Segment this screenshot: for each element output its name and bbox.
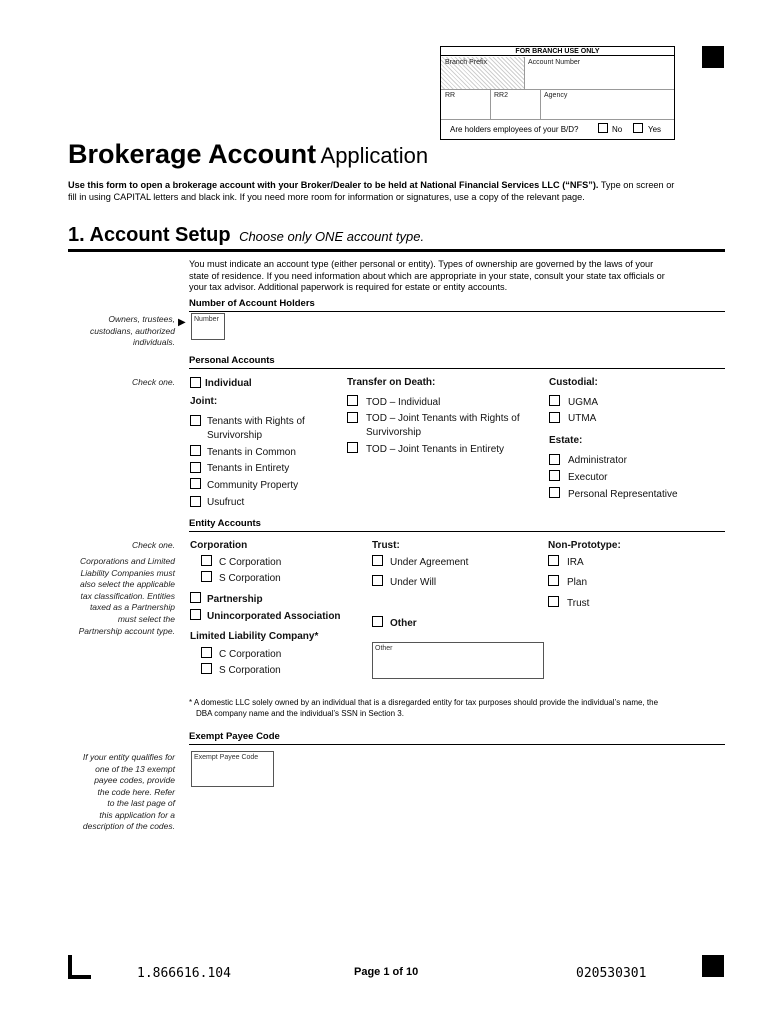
holders-divider	[189, 311, 725, 312]
entity-check-one: Check one.	[132, 540, 175, 550]
section-heading: 1. Account Setup Choose only ONE account type.	[68, 224, 425, 246]
ugma-label: UGMA	[568, 397, 598, 408]
plan-checkbox[interactable]	[548, 575, 559, 586]
ugma-checkbox[interactable]	[549, 395, 560, 406]
tod-joint-entirety-checkbox[interactable]	[347, 442, 358, 453]
document-code: 020530301	[576, 966, 647, 981]
corporation-header: Corporation	[190, 540, 248, 551]
trust-under-agreement-label: Under Agreement	[390, 557, 469, 568]
trust-under-will-checkbox[interactable]	[372, 575, 383, 586]
exempt-side-note: If your entity qualifies for one of the 13 exempt payee codes, provide the code here. Refer to the last page of this application for a description of the codes.	[82, 752, 175, 831]
survivorship-label: Survivorship	[207, 430, 263, 441]
plan-label: Plan	[567, 577, 588, 588]
ira-checkbox[interactable]	[548, 555, 559, 566]
rr2-field[interactable]: RR2	[491, 90, 541, 120]
other-checkbox[interactable]	[372, 616, 383, 627]
personal-representative-checkbox[interactable]	[549, 487, 560, 498]
entity-side-note: Corporations and Limited Liability Companies must also select the applicable tax classification. Entities taxed as a Partnership must select the Partnership account type.	[78, 556, 175, 636]
community-property-label: Community Property	[207, 480, 299, 491]
usufruct-checkbox[interactable]	[190, 496, 201, 507]
number-of-holders-field[interactable]: Number	[191, 313, 225, 340]
trust-under-agreement-checkbox[interactable]	[372, 555, 383, 566]
employees-yes-label: Yes	[648, 125, 662, 134]
corner-mark-horizontal	[68, 975, 91, 979]
llc-c-corporation-label: C Corporation	[219, 649, 282, 660]
ira-label: IRA	[567, 557, 584, 568]
non-prototype-header: Non-Prototype:	[548, 540, 621, 551]
tod-individual-checkbox[interactable]	[347, 395, 358, 406]
usufruct-label: Usufruct	[207, 497, 245, 508]
exempt-payee-header: Exempt Payee Code	[189, 731, 280, 742]
llc-c-corporation-checkbox[interactable]	[201, 647, 212, 658]
tenants-rights-label: Tenants with Rights of	[207, 416, 305, 427]
intro-text: Use this form to open a brokerage account with your Broker/Dealer to be held at National Financial Services LLC (“NFS”). Type on screen or fill in using CAPITAL letters and black ink. If you need more room for information or signatures, use a copy of the relevant page.	[68, 180, 675, 202]
trust-under-will-label: Under Will	[390, 577, 437, 588]
tod-joint-rights-label: TOD – Joint Tenants with Rights of	[366, 413, 520, 424]
joint-label: Joint:	[190, 396, 218, 407]
llc-header: Limited Liability Company*	[190, 631, 319, 642]
individual-label: Individual	[205, 378, 252, 389]
employees-question: Are holders employees of your B/D?	[450, 125, 579, 134]
individual-checkbox[interactable]	[190, 377, 201, 388]
c-corporation-label: C Corporation	[219, 557, 282, 568]
administrator-checkbox[interactable]	[549, 454, 560, 465]
registration-mark-bottom	[702, 955, 724, 977]
branch-prefix-field[interactable]: Branch Prefix	[441, 57, 525, 90]
community-property-checkbox[interactable]	[190, 478, 201, 489]
executor-label: Executor	[568, 472, 608, 483]
llc-s-corporation-label: S Corporation	[219, 665, 281, 676]
unincorporated-association-label: Unincorporated Association	[207, 611, 341, 622]
tenants-in-common-label: Tenants in Common	[207, 447, 296, 458]
s-corporation-checkbox[interactable]	[201, 571, 212, 582]
utma-checkbox[interactable]	[549, 412, 560, 423]
rr-field[interactable]: RR	[441, 90, 491, 120]
tenants-in-entirety-checkbox[interactable]	[190, 462, 201, 473]
c-corporation-checkbox[interactable]	[201, 555, 212, 566]
page-title: Brokerage Account Application	[68, 139, 429, 169]
other-label: Other	[390, 618, 417, 629]
employees-no-label: No	[612, 125, 623, 134]
form-number: 1.866616.104	[137, 966, 231, 981]
employees-yes-checkbox[interactable]	[633, 123, 643, 133]
tod-header: Transfer on Death:	[347, 377, 436, 388]
section-rule	[68, 249, 725, 252]
page-number: Page 1 of 10	[354, 966, 419, 978]
executor-checkbox[interactable]	[549, 470, 560, 481]
llc-footnote: * A domestic LLC solely owned by an individual that is a disregarded entity for tax purposes should provide the individual’s name, the DBA company name and the individual’s SSN in Section 3.	[189, 698, 659, 718]
exempt-divider	[189, 744, 725, 745]
administrator-label: Administrator	[568, 455, 627, 466]
tenants-in-entirety-label: Tenants in Entirety	[207, 463, 290, 474]
exempt-payee-code-field[interactable]: Exempt Payee Code	[191, 751, 274, 787]
s-corporation-label: S Corporation	[219, 573, 281, 584]
personal-check-one: Check one.	[132, 377, 175, 387]
estate-header: Estate:	[549, 435, 583, 446]
non-prototype-trust-checkbox[interactable]	[548, 596, 559, 607]
employees-no-checkbox[interactable]	[598, 123, 608, 133]
tenants-rights-survivorship-checkbox[interactable]	[190, 415, 201, 426]
partnership-checkbox[interactable]	[190, 592, 201, 603]
registration-mark-top	[702, 46, 724, 68]
personal-accounts-header: Personal Accounts	[189, 355, 275, 366]
partnership-label: Partnership	[207, 594, 263, 605]
holders-header: Number of Account Holders	[189, 298, 315, 309]
tod-survivorship-label: Survivorship	[366, 427, 422, 438]
personal-representative-label: Personal Representative	[568, 489, 678, 500]
custodial-header: Custodial:	[549, 377, 598, 388]
non-prototype-trust-label: Trust	[567, 598, 590, 609]
account-number-field[interactable]: Account Number	[525, 57, 674, 90]
holders-side-note: Owners, trustees, custodians, authorized individuals.	[89, 314, 175, 347]
trust-header: Trust:	[372, 540, 400, 551]
llc-s-corporation-checkbox[interactable]	[201, 663, 212, 674]
unincorporated-association-checkbox[interactable]	[190, 609, 201, 620]
personal-divider	[189, 368, 725, 369]
tod-joint-entirety-label: TOD – Joint Tenants in Entirety	[366, 444, 505, 455]
agency-field[interactable]: Agency	[541, 90, 674, 120]
pointer-arrow-icon: ▶	[178, 317, 186, 328]
entity-divider	[189, 531, 725, 532]
tenants-in-common-checkbox[interactable]	[190, 445, 201, 456]
tod-joint-rights-checkbox[interactable]	[347, 412, 358, 423]
tod-individual-label: TOD – Individual	[366, 397, 441, 408]
branch-box-title: FOR BRANCH USE ONLY	[441, 47, 674, 56]
branch-use-box	[440, 46, 675, 140]
utma-label: UTMA	[568, 413, 597, 424]
other-field[interactable]: Other	[372, 642, 544, 679]
entity-accounts-header: Entity Accounts	[189, 518, 261, 529]
account-type-instructions: You must indicate an account type (either personal or entity). Types of ownership are governed by the laws of your state of residence. If you need information about which are appropriate in your state, consult your state tax officials or your tax advisor. Additional paperwork is required for estate or entity accounts.	[189, 259, 665, 293]
